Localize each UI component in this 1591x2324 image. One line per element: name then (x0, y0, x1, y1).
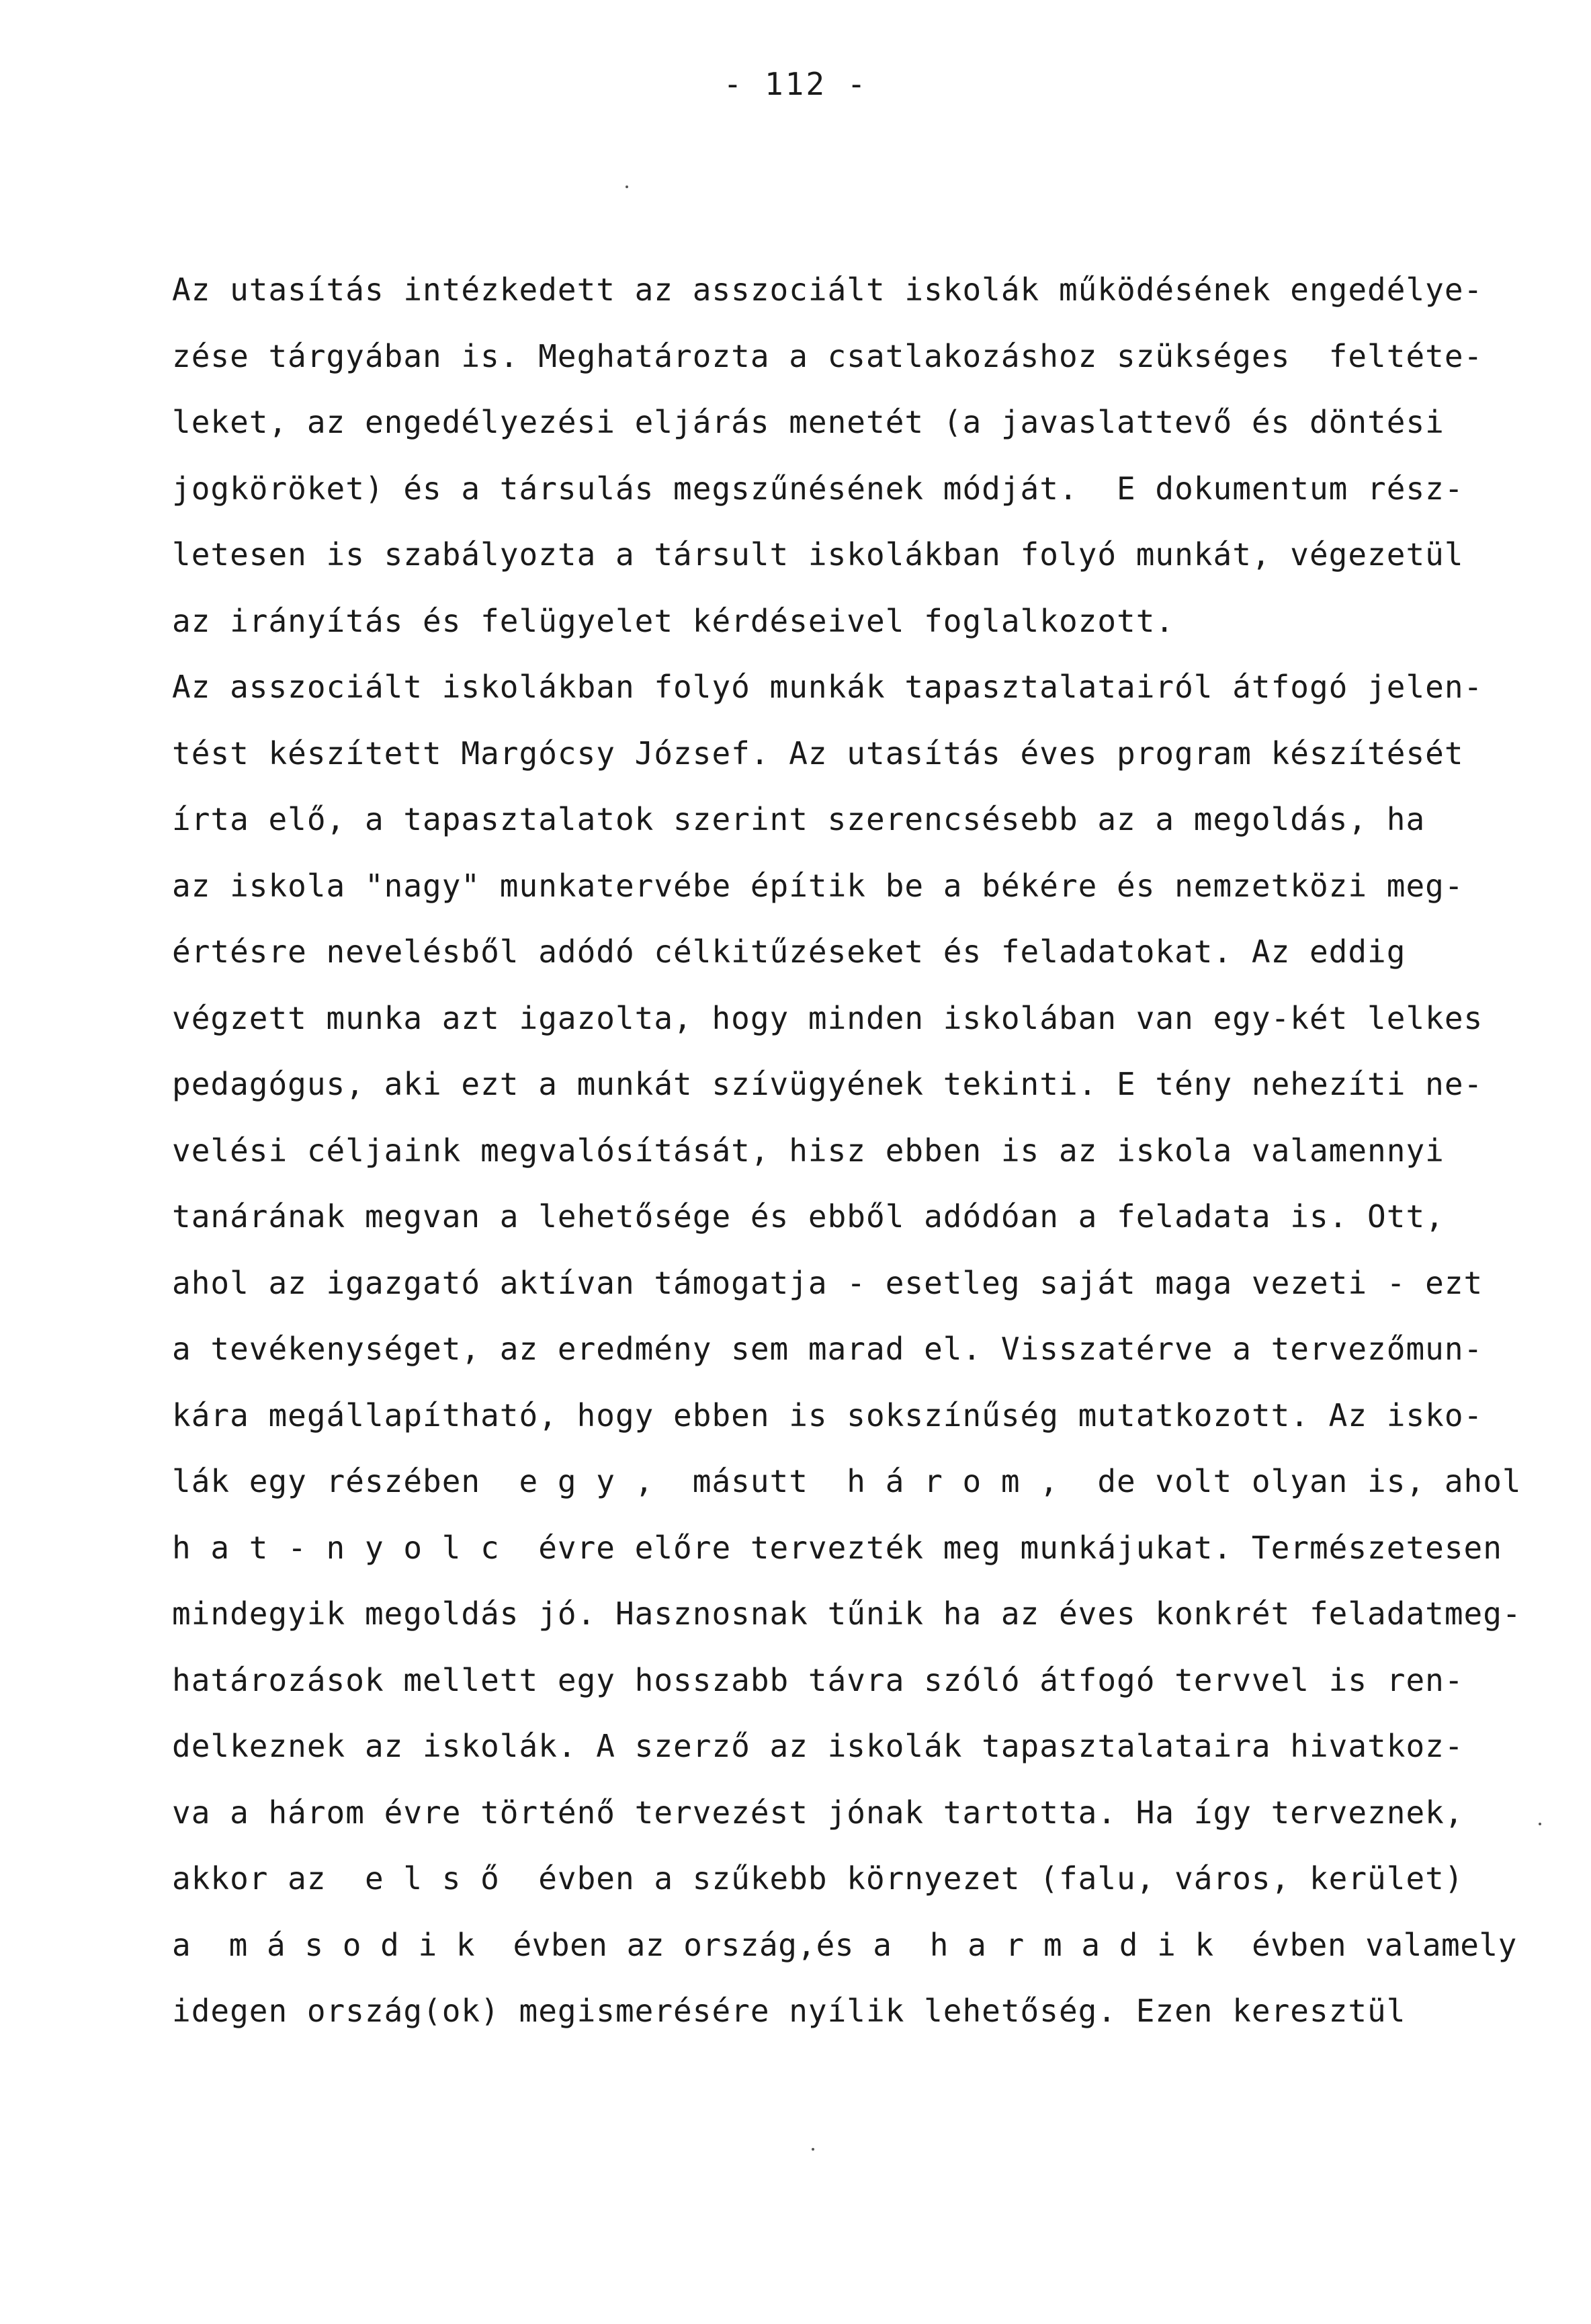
text-line: végzett munka azt igazolta, hogy minden iskolában van egy-két lelkes (172, 999, 1484, 1036)
text-line: velési céljaink megvalósítását, hisz ebben is az iskola valamennyi (172, 1132, 1445, 1169)
text-line: idegen ország(ok) megismerésére nyílik lehetőség. Ezen keresztül (172, 1993, 1406, 2029)
text-line: a tevékenységet, az eredmény sem marad el. Visszatérve a tervezőmun- (172, 1331, 1484, 1367)
text-line: h a t - n y o l c évre előre tervezték meg munkájukat. Természetesen (172, 1529, 1502, 1566)
text-line: jogköröket) és a társulás megszűnésének módját. E dokumentum rész- (172, 470, 1464, 507)
text-line: értésre nevelésből adódó célkitűzéseket és feladatokat. Az eddig (172, 933, 1406, 970)
page-number: - 112 - (723, 66, 868, 102)
text-line: az irányítás és felügyelet kérdéseivel foglalkozott. (172, 602, 1175, 639)
text-line: tanárának megvan a lehetősége és ebből adódóan a feladata is. Ott, (172, 1198, 1445, 1235)
scan-speck (812, 2148, 814, 2151)
text-line: Az utasítás intézkedett az asszociált iskolák működésének engedélye- (172, 272, 1484, 308)
scan-speck (1539, 1823, 1541, 1825)
text-line: mindegyik megoldás jó. Hasznosnak tűnik ha az éves konkrét feladatmeg- (172, 1595, 1522, 1632)
text-line: kára megállapítható, hogy ebben is sokszínűség mutatkozott. Az isko- (172, 1397, 1484, 1434)
body-text (172, 257, 1522, 2044)
text-line: tést készített Margócsy József. Az utasítás éves program készítését (172, 735, 1464, 772)
text-line: pedagógus, aki ezt a munkát szívügyének tekinti. E tény nehezíti ne- (172, 1066, 1484, 1102)
text-line: ahol az igazgató aktívan támogatja - esetleg saját maga vezeti - ezt (172, 1264, 1484, 1301)
text-line: írta elő, a tapasztalatok szerint szerencsésebb az a megoldás, ha (172, 801, 1426, 837)
text-line: va a három évre történő tervezést jónak tartotta. Ha így terveznek, (172, 1794, 1464, 1831)
text-line: Az asszociált iskolákban folyó munkák tapasztalatairól átfogó jelen- (172, 669, 1484, 705)
text-line: akkor az e l s ő évben a szűkebb környezet (falu, város, kerület) (172, 1860, 1464, 1897)
text-line: letesen is szabályozta a társult iskolákban folyó munkát, végezetül (172, 536, 1464, 573)
text-line: a m á s o d i k évben az ország,és a h a r m a d i k évben valamely (172, 1926, 1517, 1963)
text-line: határozások mellett egy hosszabb távra szóló átfogó tervvel is ren- (172, 1661, 1464, 1698)
text-line: delkeznek az iskolák. A szerző az iskolák tapasztalataira hivatkoz- (172, 1728, 1464, 1764)
scan-speck (626, 185, 628, 188)
text-line: az iskola "nagy" munkatervébe építik be a békére és nemzetközi meg- (172, 867, 1464, 904)
text-line: zése tárgyában is. Meghatározta a csatlakozáshoz szükséges feltéte- (172, 337, 1484, 374)
text-line: leket, az engedélyezési eljárás menetét (a javaslattevő és döntési (172, 404, 1445, 440)
text-line: lák egy részében e g y , másutt h á r o m , de volt olyan is, ahol (172, 1463, 1522, 1499)
